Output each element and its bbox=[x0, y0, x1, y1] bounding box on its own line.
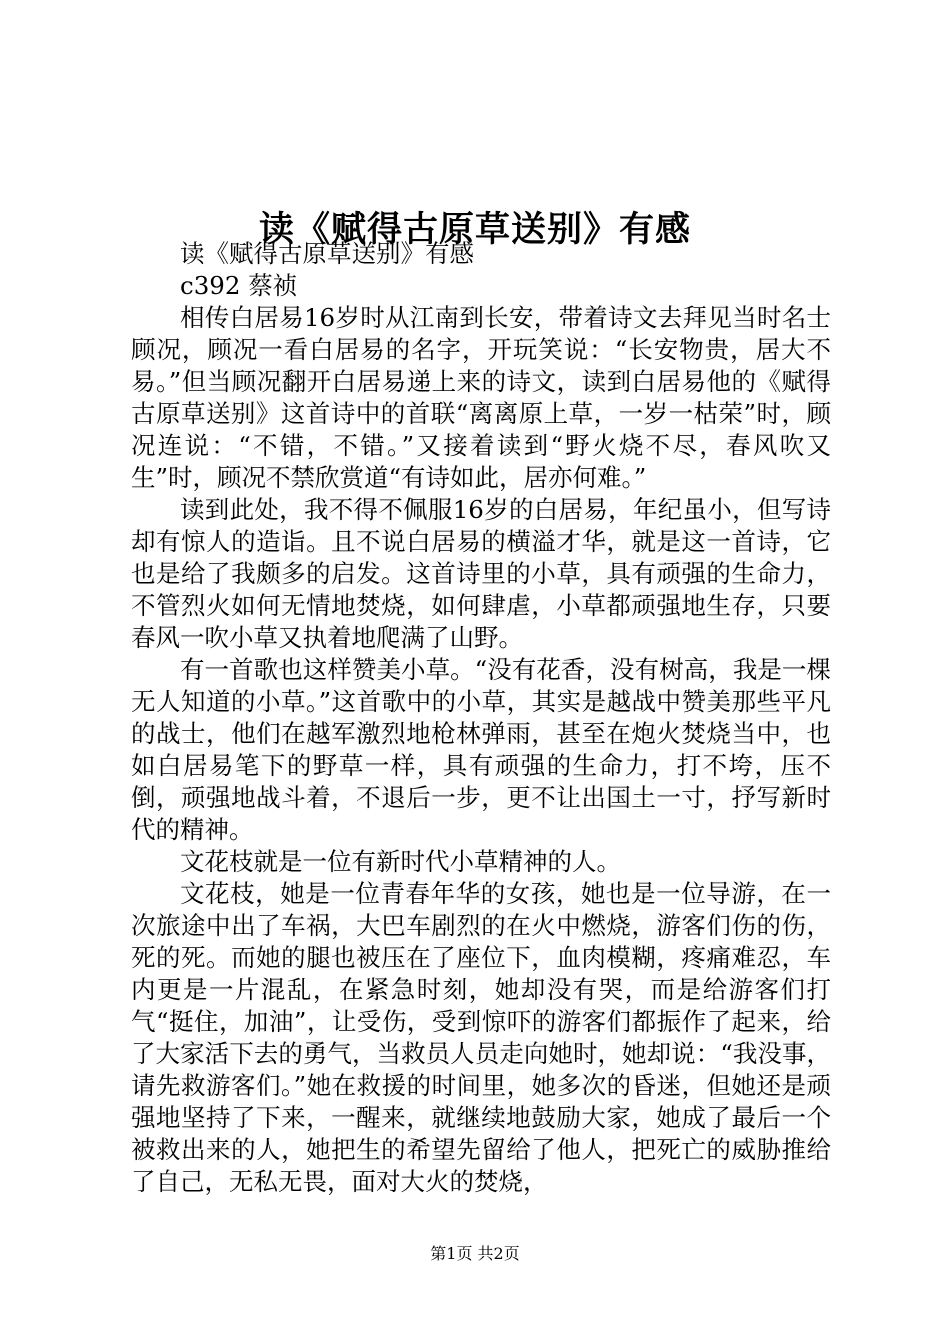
document-subtitle: 读《赋得古原草送别》有感 bbox=[180, 239, 474, 268]
paragraph-1: 相传白居易16岁时从江南到长安，带着诗文去拜见当时名士顾况，顾况一看白居易的名字，开玩笑说：“长安物贵，居大不易。”但当顾况翻开白居易递上来的诗文，读到白居易他的《赋得古原草送别》这首诗中的首联“离离原上草，一岁一枯荣”时，顾况连说：“不错，不错。”又接着读到“野火烧不尽，春风吹又生”时，顾况不禁欣赏道“有诗如此，居亦何难。” bbox=[131, 303, 831, 492]
document-title: 读《赋得古原草送别》有感 bbox=[258, 209, 691, 251]
paragraph-5: 文花枝，她是一位青春年华的女孩，她也是一位导游，在一次旅途中出了车祸，大巴车剧烈的在火中燃烧，游客们伤的伤，死的死。而她的腿也被压在了座位下，血肉模糊，疼痛难忍，车内更是一片混乱，在紧急时刻，她却没有哭，而是给游客们打气“挺住，加油”，让受伤，受到惊吓的游客们都振作了起来，给了大家活下去的勇气，当救员人员走向她时，她却说：“我没事，请先救游客们。”她在救援的时间里，她多次的昏迷，但她还是顽强地坚持了下来，一醒来，就继续地鼓励大家，她成了最后一个被救出来的人，她把生的希望先留给了他人，把死亡的威胁推给了自己，无私无畏，面对大火的焚烧， bbox=[131, 879, 831, 1196]
paragraph-3: 有一首歌也这样赞美小草。“没有花香，没有树高，我是一棵无人知道的小草。”这首歌中的小草，其实是越战中赞美那些平凡的战士，他们在越军激烈地枪林弹雨，甚至在炮火焚烧当中，也如白居易笔下的野草一样，具有顽强的生命力，打不垮，压不倒，顽强地战斗着，不退后一步，更不让出国土一寸，抒写新时代的精神。 bbox=[131, 655, 831, 844]
author-line: c392 蔡祯 bbox=[180, 271, 298, 300]
document-body bbox=[131, 238, 831, 1198]
paragraph-2: 读到此处，我不得不佩服16岁的白居易，年纪虽小，但写诗却有惊人的造诣。且不说白居易的横溢才华，就是这一首诗，它也是给了我颇多的启发。这首诗里的小草，具有顽强的生命力，不管烈火如何无情地焚烧，如何肆虐，小草都顽强地生存，只要春风一吹小草又执着地爬满了山野。 bbox=[131, 495, 831, 652]
page-number: 第1页 共2页 bbox=[430, 1244, 520, 1263]
paragraph-4: 文花枝就是一位有新时代小草精神的人。 bbox=[180, 847, 621, 876]
